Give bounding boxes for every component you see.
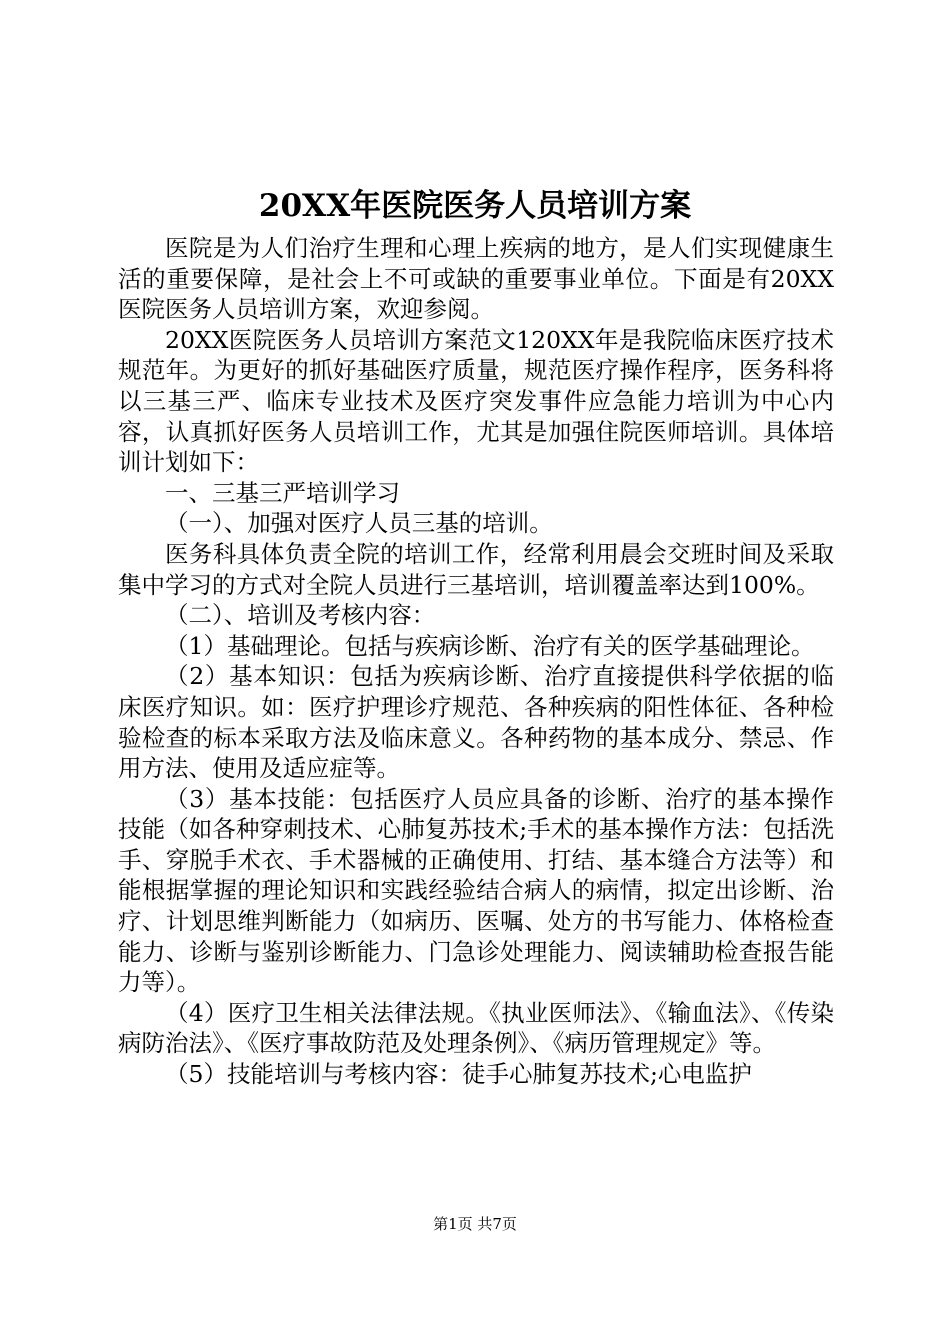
list-item: （2）基本知识：包括为疾病诊断、治疗直接提供科学依据的临床医疗知识。如：医疗护理诊疗规范、各种疾病的阳性体征、各种检验检查的标本采取方法及临床意义。各种药物的基本成分、禁忌、作用方法、使用及适应症等。 — [118, 662, 834, 783]
page-footer: 第1页 共7页 — [433, 1215, 517, 1233]
list-item: （1）基础理论。包括与疾病诊断、治疗有关的医学基础理论。 — [165, 631, 815, 660]
paragraph: 医院是为人们治疗生理和心理上疾病的地方，是人们实现健康生活的重要保障，是社会上不可或缺的重要事业单位。下面是有20XX医院医务人员培训方案，欢迎参阅。 — [118, 234, 834, 324]
subsection-heading: （二）、培训及考核内容： — [165, 601, 436, 630]
list-item: （4）医疗卫生相关法律法规。《执业医师法》、《输血法》、《传染病防治法》、《医疗事故防范及处理条例》、《病历管理规定》等。 — [118, 998, 834, 1058]
subsection-heading: （一）、加强对医疗人员三基的培训。 — [165, 509, 553, 538]
paragraph: 医务科具体负责全院的培训工作，经常利用晨会交班时间及采取集中学习的方式对全院人员进行三基培训，培训覆盖率达到100%。 — [118, 539, 834, 599]
section-heading: 一、三基三严培训学习 — [165, 478, 400, 507]
document-body — [118, 233, 834, 1090]
list-item: （3）基本技能：包括医疗人员应具备的诊断、治疗的基本操作技能（如各种穿刺技术、心肺复苏技术;手术的基本操作方法：包括洗手、穿脱手术衣、手术器械的正确使用、打结、基本缝合方法等）和能根据掌握的理论知识和实践经验结合病人的病情，拟定出诊断、治疗、计划思维判断能力（如病历、医嘱、处方的书写能力、体格检查能力、诊断与鉴别诊断能力、门急诊处理能力、阅读辅助检查报告能力等）。 — [118, 784, 834, 997]
list-item: （5）技能培训与考核内容：徒手心肺复苏技术;心电监护 — [165, 1060, 752, 1089]
document-title: 20XX年医院医务人员培训方案 — [258, 188, 692, 224]
paragraph: 20XX医院医务人员培训方案范文120XX年是我院临床医疗技术规范年。为更好的抓好基础医疗质量，规范医疗操作程序，医务科将以三基三严、临床专业技术及医疗突发事件应急能力培训为中心内容，认真抓好医务人员培训工作，尤其是加强住院医师培训。具体培训计划如下： — [118, 325, 834, 477]
